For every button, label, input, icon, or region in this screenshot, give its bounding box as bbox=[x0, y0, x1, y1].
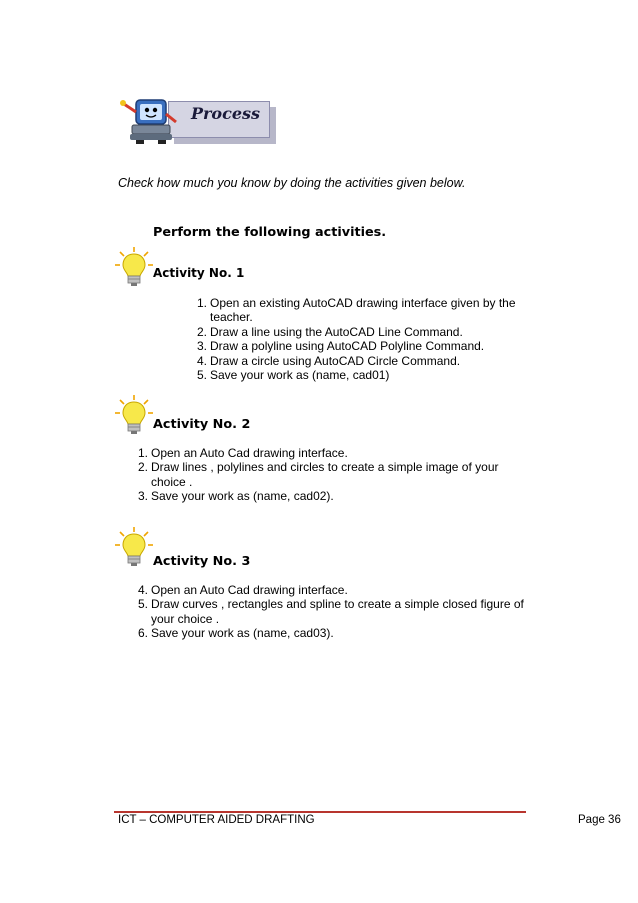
footer-rule bbox=[114, 811, 526, 813]
lightbulb-icon bbox=[114, 394, 154, 438]
page-number: Page 36 bbox=[578, 814, 621, 826]
activity-2-title: Activity No. 2 bbox=[153, 417, 251, 432]
list-item: 2. Draw lines , polylines and circles to create a simple image of your choice . bbox=[137, 460, 499, 489]
lightbulb-icon bbox=[114, 246, 154, 290]
process-title: Process bbox=[190, 104, 261, 123]
intro-text: Check how much you know by doing the activities given below. bbox=[118, 176, 466, 190]
activity-3-list bbox=[132, 583, 562, 641]
list-item: 3. Save your work as (name, cad02). bbox=[137, 489, 334, 504]
computer-mascot-icon bbox=[118, 94, 180, 146]
activity-1-list bbox=[191, 296, 551, 382]
list-item: 5. Save your work as (name, cad01) bbox=[196, 368, 390, 383]
lightbulb-icon bbox=[114, 526, 154, 570]
list-item: 3. Draw a polyline using AutoCAD Polyline Command. bbox=[196, 339, 485, 354]
footer-title: ICT – COMPUTER AIDED DRAFTING bbox=[118, 814, 315, 826]
activity-2-list bbox=[132, 446, 552, 504]
list-item: 1. Open an Auto Cad drawing interface. bbox=[137, 446, 348, 460]
list-item: 1. Open an existing AutoCAD drawing interface given by the teacher. bbox=[196, 296, 516, 325]
activity-1-title: Activity No. 1 bbox=[153, 266, 245, 280]
list-item: 4. Open an Auto Cad drawing interface. bbox=[137, 583, 348, 597]
activity-3-title: Activity No. 3 bbox=[153, 554, 251, 569]
list-item: 4. Draw a circle using AutoCAD Circle Command. bbox=[196, 353, 461, 368]
list-item: 6. Save your work as (name, cad03). bbox=[137, 626, 334, 641]
list-item: 2. Draw a line using the AutoCAD Line Command. bbox=[196, 324, 463, 339]
list-item: 5. Draw curves , rectangles and spline to create a simple closed figure of your choice . bbox=[137, 597, 524, 626]
main-heading: Perform the following activities. bbox=[153, 225, 387, 240]
